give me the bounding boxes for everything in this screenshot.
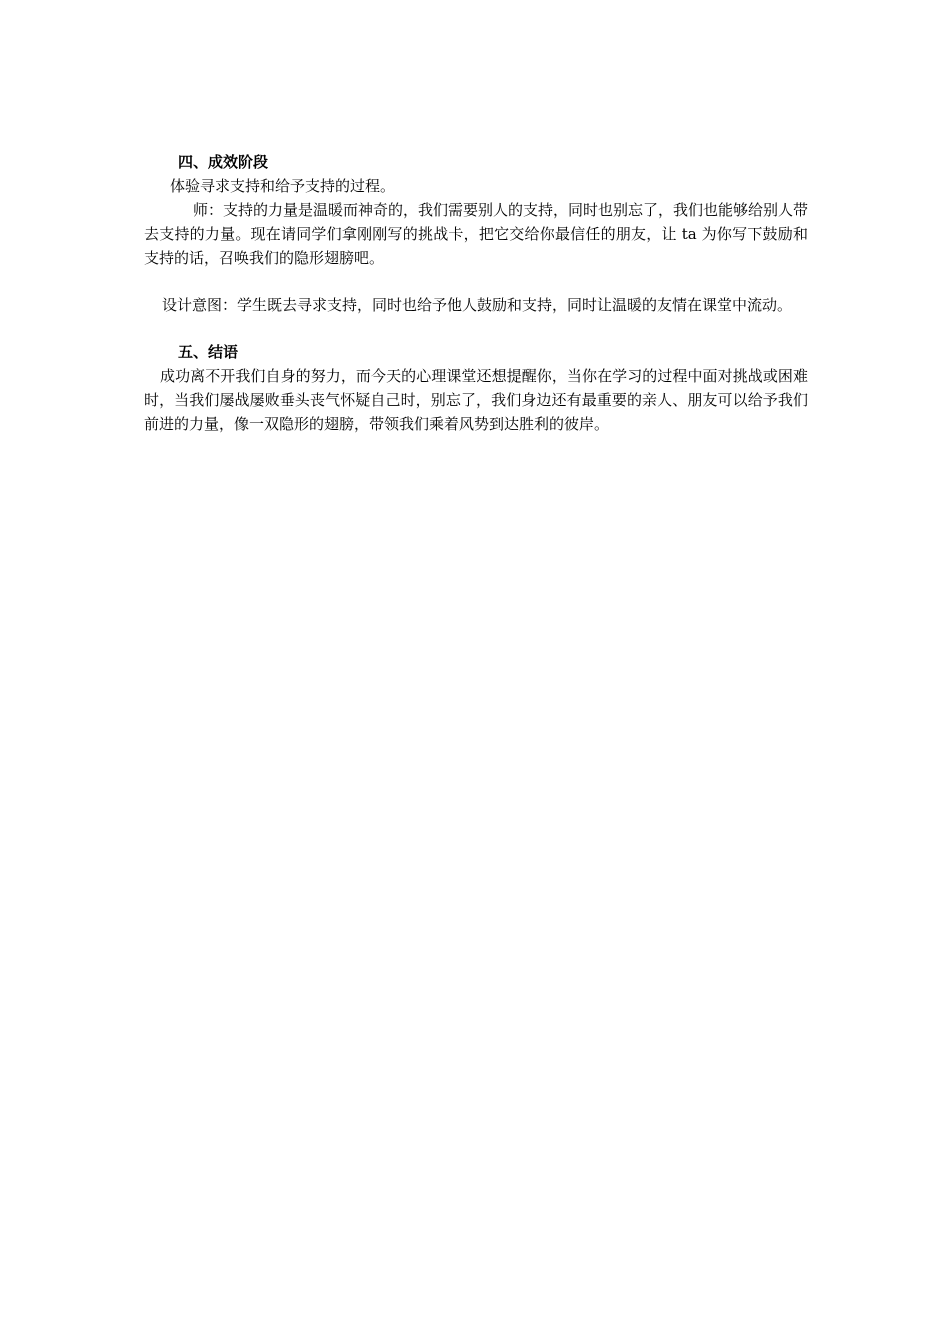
paragraph-spacer: [144, 270, 808, 293]
document-body: [144, 150, 808, 436]
conclusion-paragraph: 成功离不开我们自身的努力，而今天的心理课堂还想提醒你，当你在学习的过程中面对挑战或困难时，当我们屡战屡败垂头丧气怀疑自己时，别忘了，我们身边还有最重要的亲人、朋友可以给予我们前进的力量，像一双隐形的翅膀，带领我们乘着风势到达胜利的彼岸。: [144, 367, 808, 433]
design-intent-paragraph: 设计意图：学生既去寻求支持，同时也给予他人鼓励和支持，同时让温暖的友情在课堂中流动。: [162, 296, 793, 314]
paragraph-spacer: [144, 317, 808, 340]
section-heading-4: 四、成效阶段: [178, 153, 269, 171]
teacher-paragraph: 师：支持的力量是温暖而神奇的，我们需要别人的支持，同时也别忘了，我们也能够给别人带去支持的力量。现在请同学们拿刚刚写的挑战卡，把它交给你最信任的朋友，让 ta 为你写下鼓励和支持的话，召唤我们的隐形翅膀吧。: [144, 201, 809, 267]
section-heading-5: 五、结语: [178, 343, 239, 361]
section-4-intro: 体验寻求支持和给予支持的过程。: [170, 177, 396, 195]
